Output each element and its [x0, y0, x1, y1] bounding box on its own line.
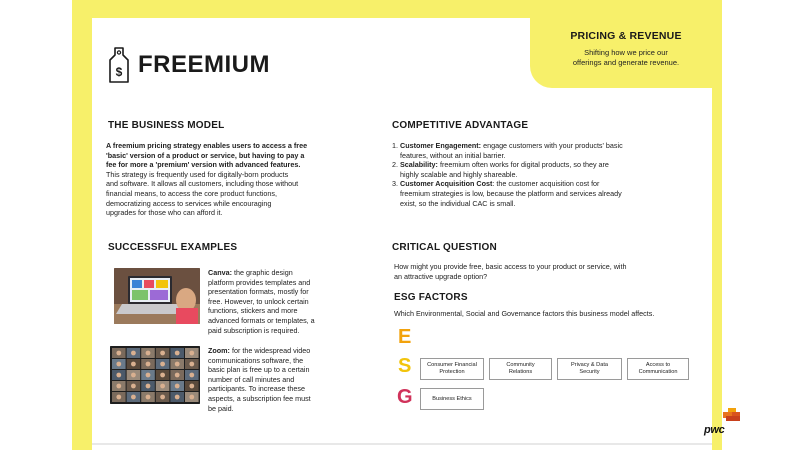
svg-text:$: $	[115, 65, 123, 79]
zoom-participant-face	[146, 351, 151, 356]
zoom-participant-face	[175, 395, 180, 400]
list-item: 2. Scalability: freemium often works for digital products, so they are highly scalable and highly shareable.	[392, 160, 609, 179]
zoom-photo	[110, 346, 200, 404]
critical-question-heading: CRITICAL QUESTION	[392, 242, 497, 253]
esg-factor-access-to-communication: Access to Communication	[627, 358, 689, 380]
price-tag-dollar-icon	[108, 46, 130, 84]
page-header	[108, 46, 270, 84]
zoom-participant-face	[189, 395, 194, 400]
zoom-participant-face	[189, 351, 194, 356]
zoom-participant-face	[116, 351, 121, 356]
zoom-participant-face	[160, 362, 165, 367]
critical-question-text: How might you provide free, basic access to your product or service, with an attractive upgrade option?	[394, 262, 627, 281]
zoom-participant-face	[175, 373, 180, 378]
successful-examples-heading: SUCCESSFUL EXAMPLES	[108, 242, 238, 253]
canva-laptop-illustration	[114, 268, 200, 324]
zoom-participant-face	[116, 384, 121, 389]
zoom-participant-face	[175, 362, 180, 367]
zoom-participant-face	[131, 384, 136, 389]
esg-factor-privacy-data-security: Privacy & Data Security	[557, 358, 622, 380]
zoom-participant-face	[146, 362, 151, 367]
business-model-text: A freemium pricing strategy enables users to access a free 'basic' version of a product or service, but having to pay a fee for more a 'premium' version with advanced features. This strategy is frequently used for digitally-born products and software. It allows all customers, including those without financial means, to access the core product functions, democratizing access to services while encouraging upgrades for those who can afford it.	[106, 141, 308, 218]
pwc-logo-text: pwc	[704, 424, 725, 436]
esg-heading: ESG FACTORS	[394, 292, 468, 303]
esg-letter-s: S	[398, 355, 412, 377]
competitive-advantage-list	[392, 141, 692, 208]
zoom-participant-face	[131, 362, 136, 367]
zoom-participant-face	[160, 373, 165, 378]
esg-subtitle: Which Environmental, Social and Governance factors this business model affects.	[394, 309, 655, 318]
canva-example-text: Canva: the graphic design platform provides templates and presentation formats, mostly for free. However, to unlock certain functions, stickers and more advanced formats or templates, a paid subscription is required.	[208, 268, 315, 335]
zoom-participant-face	[116, 395, 121, 400]
zoom-participant-face	[146, 384, 151, 389]
zoom-participant-face	[146, 373, 151, 378]
zoom-participant-face	[189, 362, 194, 367]
canva-photo	[114, 268, 200, 324]
list-item: 3. Customer Acquisition Cost: the customer acquisition cost for freemium strategies is low, because the platform and services already exist, so the individual CAC is small.	[392, 179, 622, 208]
page-title: FREEMIUM	[138, 51, 270, 78]
pricing-revenue-box	[530, 18, 722, 88]
list-item: 1. Customer Engagement: engage customers with your products' basic features, without an initial barrier.	[392, 141, 623, 160]
esg-factor-consumer-financial-protection: Consumer Financial Protection	[420, 358, 484, 380]
zoom-participant-face	[175, 384, 180, 389]
zoom-participant-face	[189, 373, 194, 378]
zoom-participant-face	[146, 395, 151, 400]
pricing-subtitle: Shifting how we price our offerings and generate revenue.	[572, 48, 680, 67]
esg-letter-e: E	[398, 326, 412, 348]
zoom-participant-face	[160, 395, 165, 400]
competitive-advantage-heading: COMPETITIVE ADVANTAGE	[392, 120, 529, 131]
business-model-heading: THE BUSINESS MODEL	[108, 120, 225, 131]
zoom-participant-face	[189, 384, 194, 389]
zoom-participant-face	[160, 384, 165, 389]
zoom-participant-face	[160, 351, 165, 356]
pricing-title: PRICING & REVENUE	[570, 30, 682, 42]
zoom-participant-face	[131, 373, 136, 378]
zoom-participant-face	[175, 351, 180, 356]
zoom-grid-illustration	[110, 346, 200, 404]
esg-factor-business-ethics: Business Ethics	[420, 388, 484, 410]
esg-factor-community-relations: Community Relations	[489, 358, 552, 380]
zoom-participant-face	[116, 373, 121, 378]
bottom-divider	[92, 443, 712, 445]
zoom-participant-face	[131, 395, 136, 400]
esg-letter-g: G	[397, 386, 413, 408]
zoom-example-text: Zoom: for the widespread video communications software, the basic plan is free up to a certain number of call minutes and participants. To increase these aspects, a subscription fee must be paid.	[208, 346, 311, 413]
zoom-participant-face	[131, 351, 136, 356]
zoom-participant-face	[116, 362, 121, 367]
